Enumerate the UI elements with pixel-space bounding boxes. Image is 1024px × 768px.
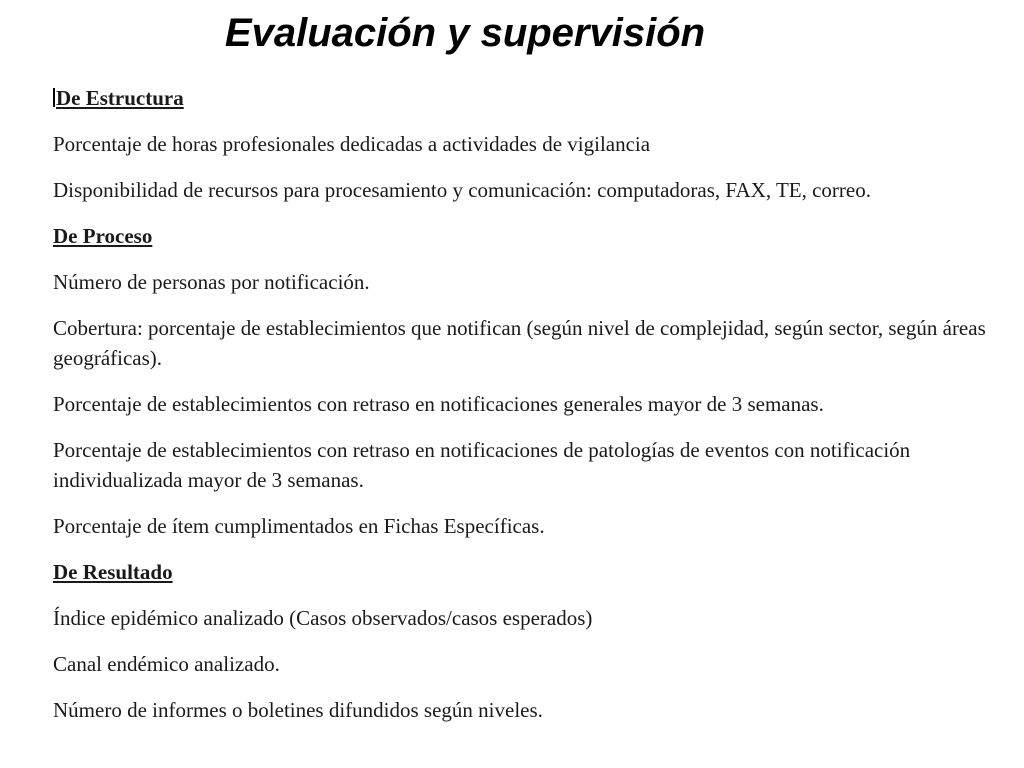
- list-item: Porcentaje de ítem cumplimentados en Fichas Específicas.: [53, 514, 545, 538]
- list-item: Canal endémico analizado.: [53, 652, 280, 676]
- text-cursor: [53, 88, 55, 107]
- section-heading-estructura: [53, 83, 1003, 113]
- section-heading-resultado: De Resultado: [53, 560, 173, 584]
- slide-title: Evaluación y supervisión: [224, 11, 706, 55]
- section-heading-proceso: De Proceso: [53, 224, 153, 248]
- section-heading-label: De Estructura: [56, 86, 184, 110]
- list-item: Número de personas por notificación.: [53, 270, 370, 294]
- list-item: Índice epidémico analizado (Casos observados/casos esperados): [53, 606, 593, 630]
- list-item: Cobertura: porcentaje de establecimientos que notifican (según nivel de complejidad, según sector, según áreas geográficas).: [53, 316, 986, 370]
- list-item: Porcentaje de establecimientos con retraso en notificaciones de patologías de eventos con notificación individualizada mayor de 3 semanas.: [53, 438, 911, 492]
- list-item: Disponibilidad de recursos para procesamiento y comunicación: computadoras, FAX, TE, correo.: [53, 178, 871, 202]
- list-item: Porcentaje de establecimientos con retraso en notificaciones generales mayor de 3 semanas.: [53, 392, 824, 416]
- list-item: Porcentaje de horas profesionales dedicadas a actividades de vigilancia: [53, 132, 651, 156]
- list-item: Número de informes o boletines difundidos según niveles.: [53, 698, 543, 722]
- slide-body: [53, 83, 1003, 741]
